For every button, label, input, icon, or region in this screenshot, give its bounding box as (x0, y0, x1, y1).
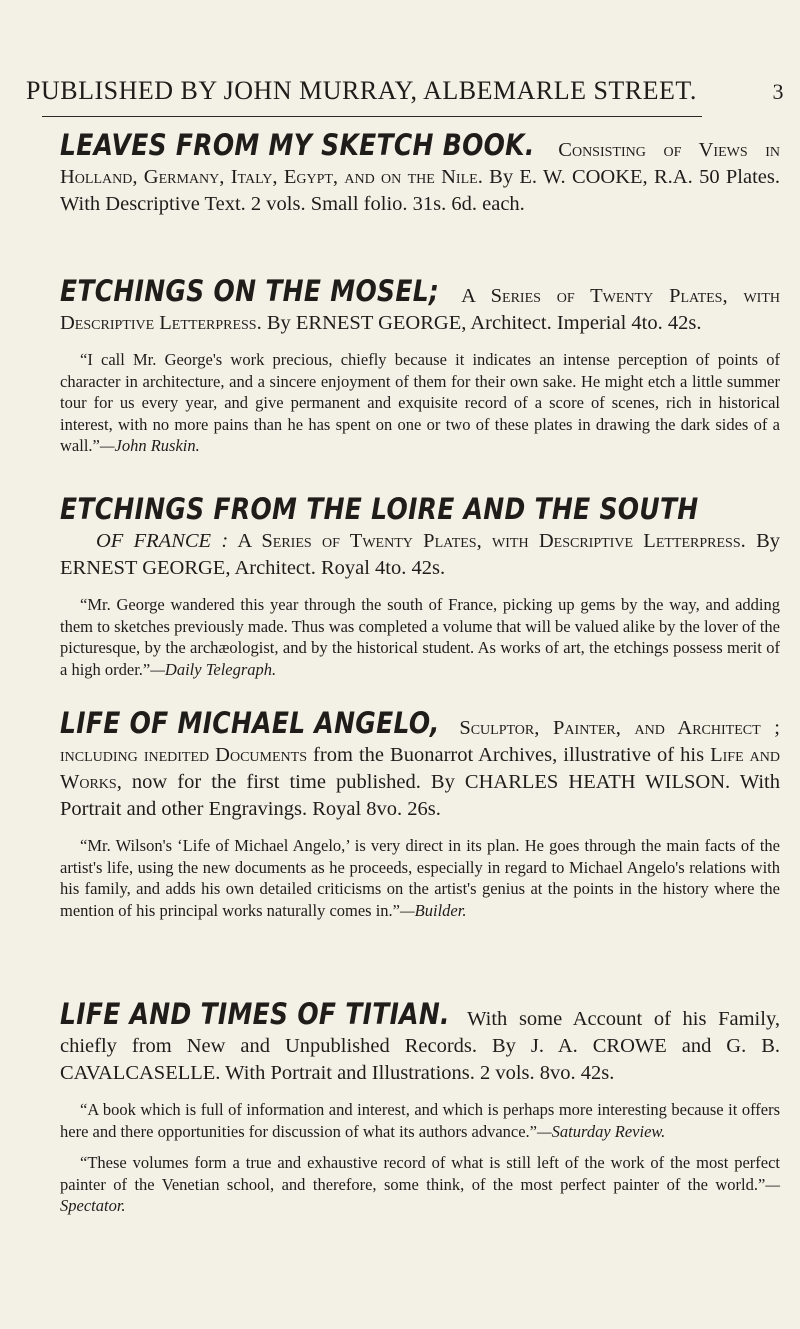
book-entry-titian (60, 996, 780, 1217)
description-details: By ERNEST GEORGE, Architect. Royal 4to. 42s. (60, 530, 780, 579)
description-details-2: now for the first time published. By CHARLES HEATH WILSON. With Portrait and other Engravings. Royal 8vo. 26s. (60, 771, 780, 820)
description-lead: A Series of Twenty Plates, with Descriptive Letterpress. (60, 285, 780, 334)
description-details: By ERNEST GEORGE, Architect. Imperial 4to. 42s. (261, 312, 702, 334)
description-lead: Consisting of Views in Holland, Germany, Italy, Egypt, and on the Nile. (60, 139, 781, 188)
book-title: ETCHINGS ON THE MOSEL; (60, 273, 440, 309)
book-title: ETCHINGS FROM THE LOIRE AND THE SOUTH (60, 491, 699, 527)
review-quote (60, 835, 780, 921)
description-lead: A Series of Twenty Plates, with Descriptive Letterpress. (228, 530, 746, 552)
book-title: LIFE AND TIMES OF TITIAN. (60, 996, 450, 1032)
page-number: 3 (772, 79, 784, 104)
entry-description (60, 491, 780, 582)
quote-text: “These volumes form a true and exhaustive record of what is still left of the work of the most perfect painter of the Venetian school, and therefore, some think, of the most perfect painter of the world.” (60, 1153, 780, 1194)
entry-description (60, 273, 780, 337)
quote-source: —John Ruskin. (99, 436, 200, 455)
review-quote (60, 349, 780, 457)
running-head (26, 76, 786, 106)
quote-text: “Mr. Wilson's ‘Life of Michael Angelo,’ is very direct in its plan. He goes through the main facts of the artist's life, using the new documents as he proceeds, especially in regard to Michael Angelo's relations with his family, and adds his own detailed criticisms on the artist's genius at the points in the history where the mention of his principal works naturally comes in.” (60, 836, 780, 920)
description-emphasis: Life and Works, (60, 744, 781, 793)
description-details: from the Buonarrot Archives, illustrative of his (307, 744, 711, 766)
review-quote (60, 1099, 780, 1142)
entry-description (60, 705, 781, 823)
quote-source: —Builder. (400, 900, 467, 920)
quote-source: —Saturday Review. (537, 1121, 666, 1141)
header-rule (42, 116, 702, 117)
quote-text: “Mr. George wandered this year through the south of France, picking up gems by the way, and adding them to sketches previously made. Thus was completed a volume that will be valued alike by the lover of the picturesque, by the archæologist, and by the historical student. As works of art, the etchings possess merit of a high order.” (60, 595, 781, 679)
publisher-line: PUBLISHED BY JOHN MURRAY, ALBEMARLE STREET. (26, 76, 697, 105)
quote-source: —Daily Telegraph. (150, 659, 277, 679)
book-entry-michael-angelo (60, 705, 781, 921)
book-entry-loire (60, 491, 781, 680)
book-entry-mosel (60, 273, 780, 457)
quote-text: “I call Mr. George's work precious, chiefly because it indicates an intense perception of points of character in architecture, and a sincere enjoyment of them for their own sake. He might etch a little summer tour for us every year, and give permanent and exquisite record of a score of scenes, rich in historical interest, with no more pains than he has spent on one or two of these plates in drawing the dark sides of a wall.” (60, 350, 780, 455)
book-subtitle: OF FRANCE : (96, 530, 229, 552)
quote-source: —Spectator. (60, 1174, 780, 1215)
book-title: LEAVES FROM MY SKETCH BOOK. (60, 127, 535, 163)
description-details: By E. W. COOKE, R.A. 50 Plates. With Descriptive Text. 2 vols. Small folio. 31s. 6d. each. (60, 166, 780, 215)
description-lead: Sculptor, Painter, and Architect ; including inedited Documents (60, 717, 780, 766)
book-entry-sketch-book (60, 127, 781, 218)
description-details: With some Account of his Family, chiefly from New and Unpublished Records. By J. A. CROWE and G. B. CAVALCASELLE. With Portrait and Illustrations. 2 vols. 8vo. 42s. (60, 1008, 780, 1084)
entry-description (60, 127, 781, 218)
book-title: LIFE OF MICHAEL ANGELO, (60, 705, 440, 741)
quote-text: “A book which is full of information and interest, and which is perhaps more interesting because it offers here and there opportunities for discussion of what its authors advance.” (60, 1100, 780, 1141)
entry-description (60, 996, 780, 1087)
review-quote (60, 1152, 780, 1217)
review-quote (60, 594, 780, 680)
